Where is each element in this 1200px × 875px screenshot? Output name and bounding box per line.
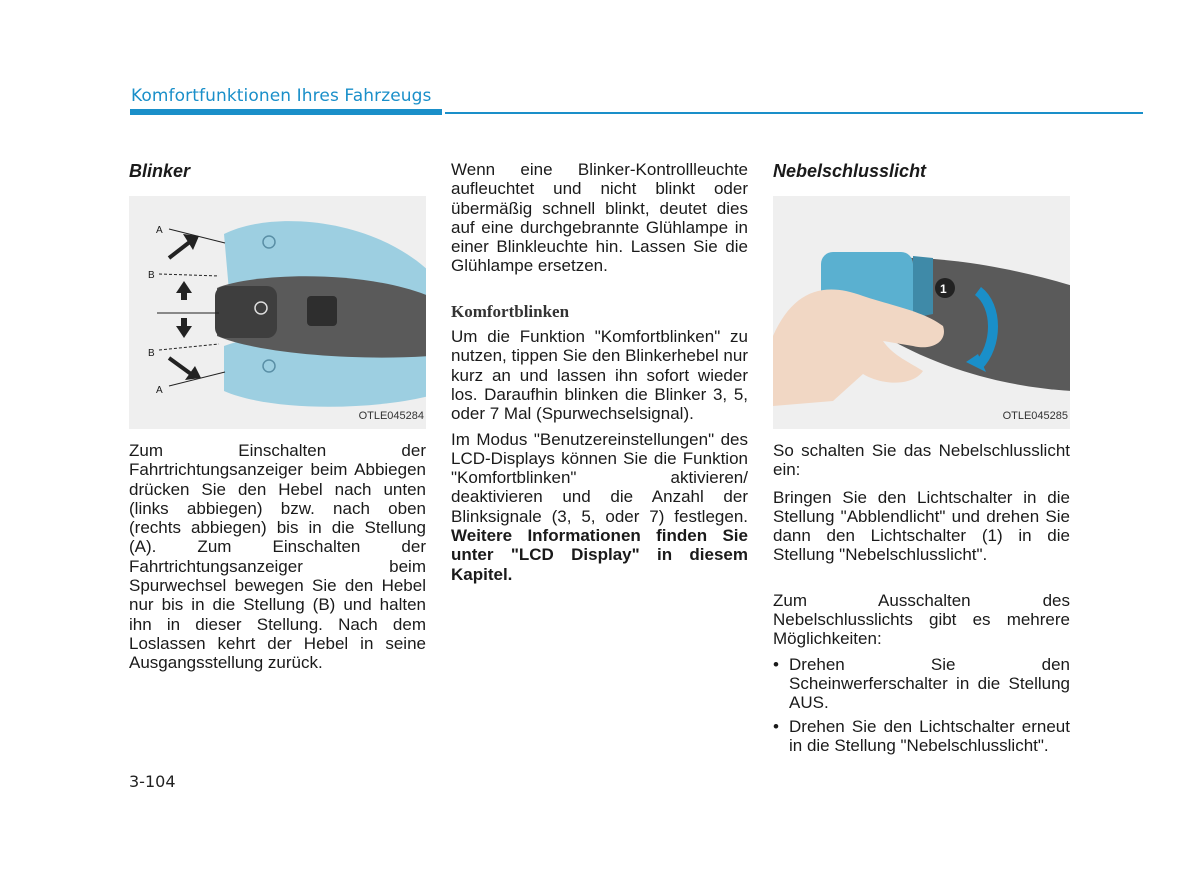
fog-light-switch-illustration (773, 196, 1070, 429)
figure-label-a-bottom: A (156, 385, 163, 396)
paragraph-fog-light-off: Zum Ausschalten des Nebelschlusslichts gibt es mehrere Möglichkeiten: (773, 590, 1070, 649)
figure-turn-signal-lever (129, 196, 426, 429)
column-3 (773, 160, 1070, 759)
figure-label-a-top: A (156, 225, 163, 236)
header-rule (445, 112, 1143, 114)
paragraph-fog-light-on: So schalten Sie das Nebelschlusslicht ein: (773, 441, 1070, 480)
section-heading-nebelschlusslicht: Nebelschlusslicht (773, 161, 927, 181)
paragraph-blinker-instructions: Zum Einschalten der Fahrtrichtungsanzeiger beim Abbiegen drücken Sie den Hebel nach unten (links abbiegen) bzw. nach oben (rechts abbiegen) bis in die Stellung (A). Zum Einschalten der Fahrtrichtungsanzeiger beim Spurwechsel bewegen Sie den Hebel nur bis in die Stellung (B) und halten ihn in dieser Stellung. Nach dem Loslassen kehrt der Hebel in seine Ausgangsstellung zurück. (129, 441, 426, 673)
list-item (773, 655, 1070, 713)
paragraph-fog-light-procedure: Bringen Sie den Lichtschalter in die Stellung "Abblendlicht" und drehen Sie dann den Lichtschalter (1) in die Stellung "Nebelschlusslicht". (773, 487, 1070, 565)
figure-label-b-bottom: B (148, 348, 155, 359)
paragraph-komfortblinken-settings (451, 430, 748, 584)
page-number: 3-104 (129, 772, 176, 791)
list-item-text: Drehen Sie den Lichtschalter erneut in die Stellung "Nebelschlusslicht". (789, 716, 1070, 755)
settings-text: Im Modus "Benutzereinstellungen" des LCD-Displays können Sie die Funktion "Komfortblinken" aktivieren/ deaktivieren und die Anzahl der Blinksignale (3, 5, oder 7) festlegen. (451, 429, 748, 526)
settings-reference-bold: Weitere Informationen finden Sie unter "LCD Display" in diesem Kapitel. (451, 526, 748, 584)
list-item-text: Drehen Sie den Scheinwerferschalter in die Stellung AUS. (789, 654, 1070, 713)
figure-fog-light-switch (773, 196, 1070, 429)
paragraph-bulb-warning: Wenn eine Blinker-Kontrollleuchte aufleuchtet und nicht blinkt oder übermäßig schnell blinkt, deutet dies auf eine durchgebrannte Glühlampe in einer Blinkleuchte hin. Lassen Sie die Glühlampe ersetzen. (451, 160, 748, 276)
list-item (773, 717, 1070, 756)
subheading-komfortblinken: Komfortblinken (451, 301, 570, 321)
section-heading-blinker: Blinker (129, 161, 191, 181)
section-header-title: Komfortfunktionen Ihres Fahrzeugs (131, 86, 432, 106)
figure-label-b-top: B (148, 270, 155, 281)
column-2 (451, 160, 748, 584)
bullet-dot: • (773, 716, 779, 736)
figure-code: OTLE045285 (1002, 409, 1068, 422)
paragraph-komfortblinken-usage: Um die Funktion "Komfortblinken" zu nutzen, tippen Sie den Blinkerhebel nur kurz an und lassen ihn sofort wieder los. Daraufhin blinken die Blinker 3, 5, oder 7 Mal (Spurwechselsignal). (451, 327, 748, 424)
figure-callout-1: 1 (940, 282, 947, 296)
turn-signal-lever-illustration (129, 196, 426, 429)
column-1 (129, 160, 426, 673)
fog-light-off-options (773, 655, 1070, 755)
bullet-dot: • (773, 654, 779, 674)
header-bar-accent (130, 109, 442, 115)
figure-code: OTLE045284 (358, 409, 424, 422)
